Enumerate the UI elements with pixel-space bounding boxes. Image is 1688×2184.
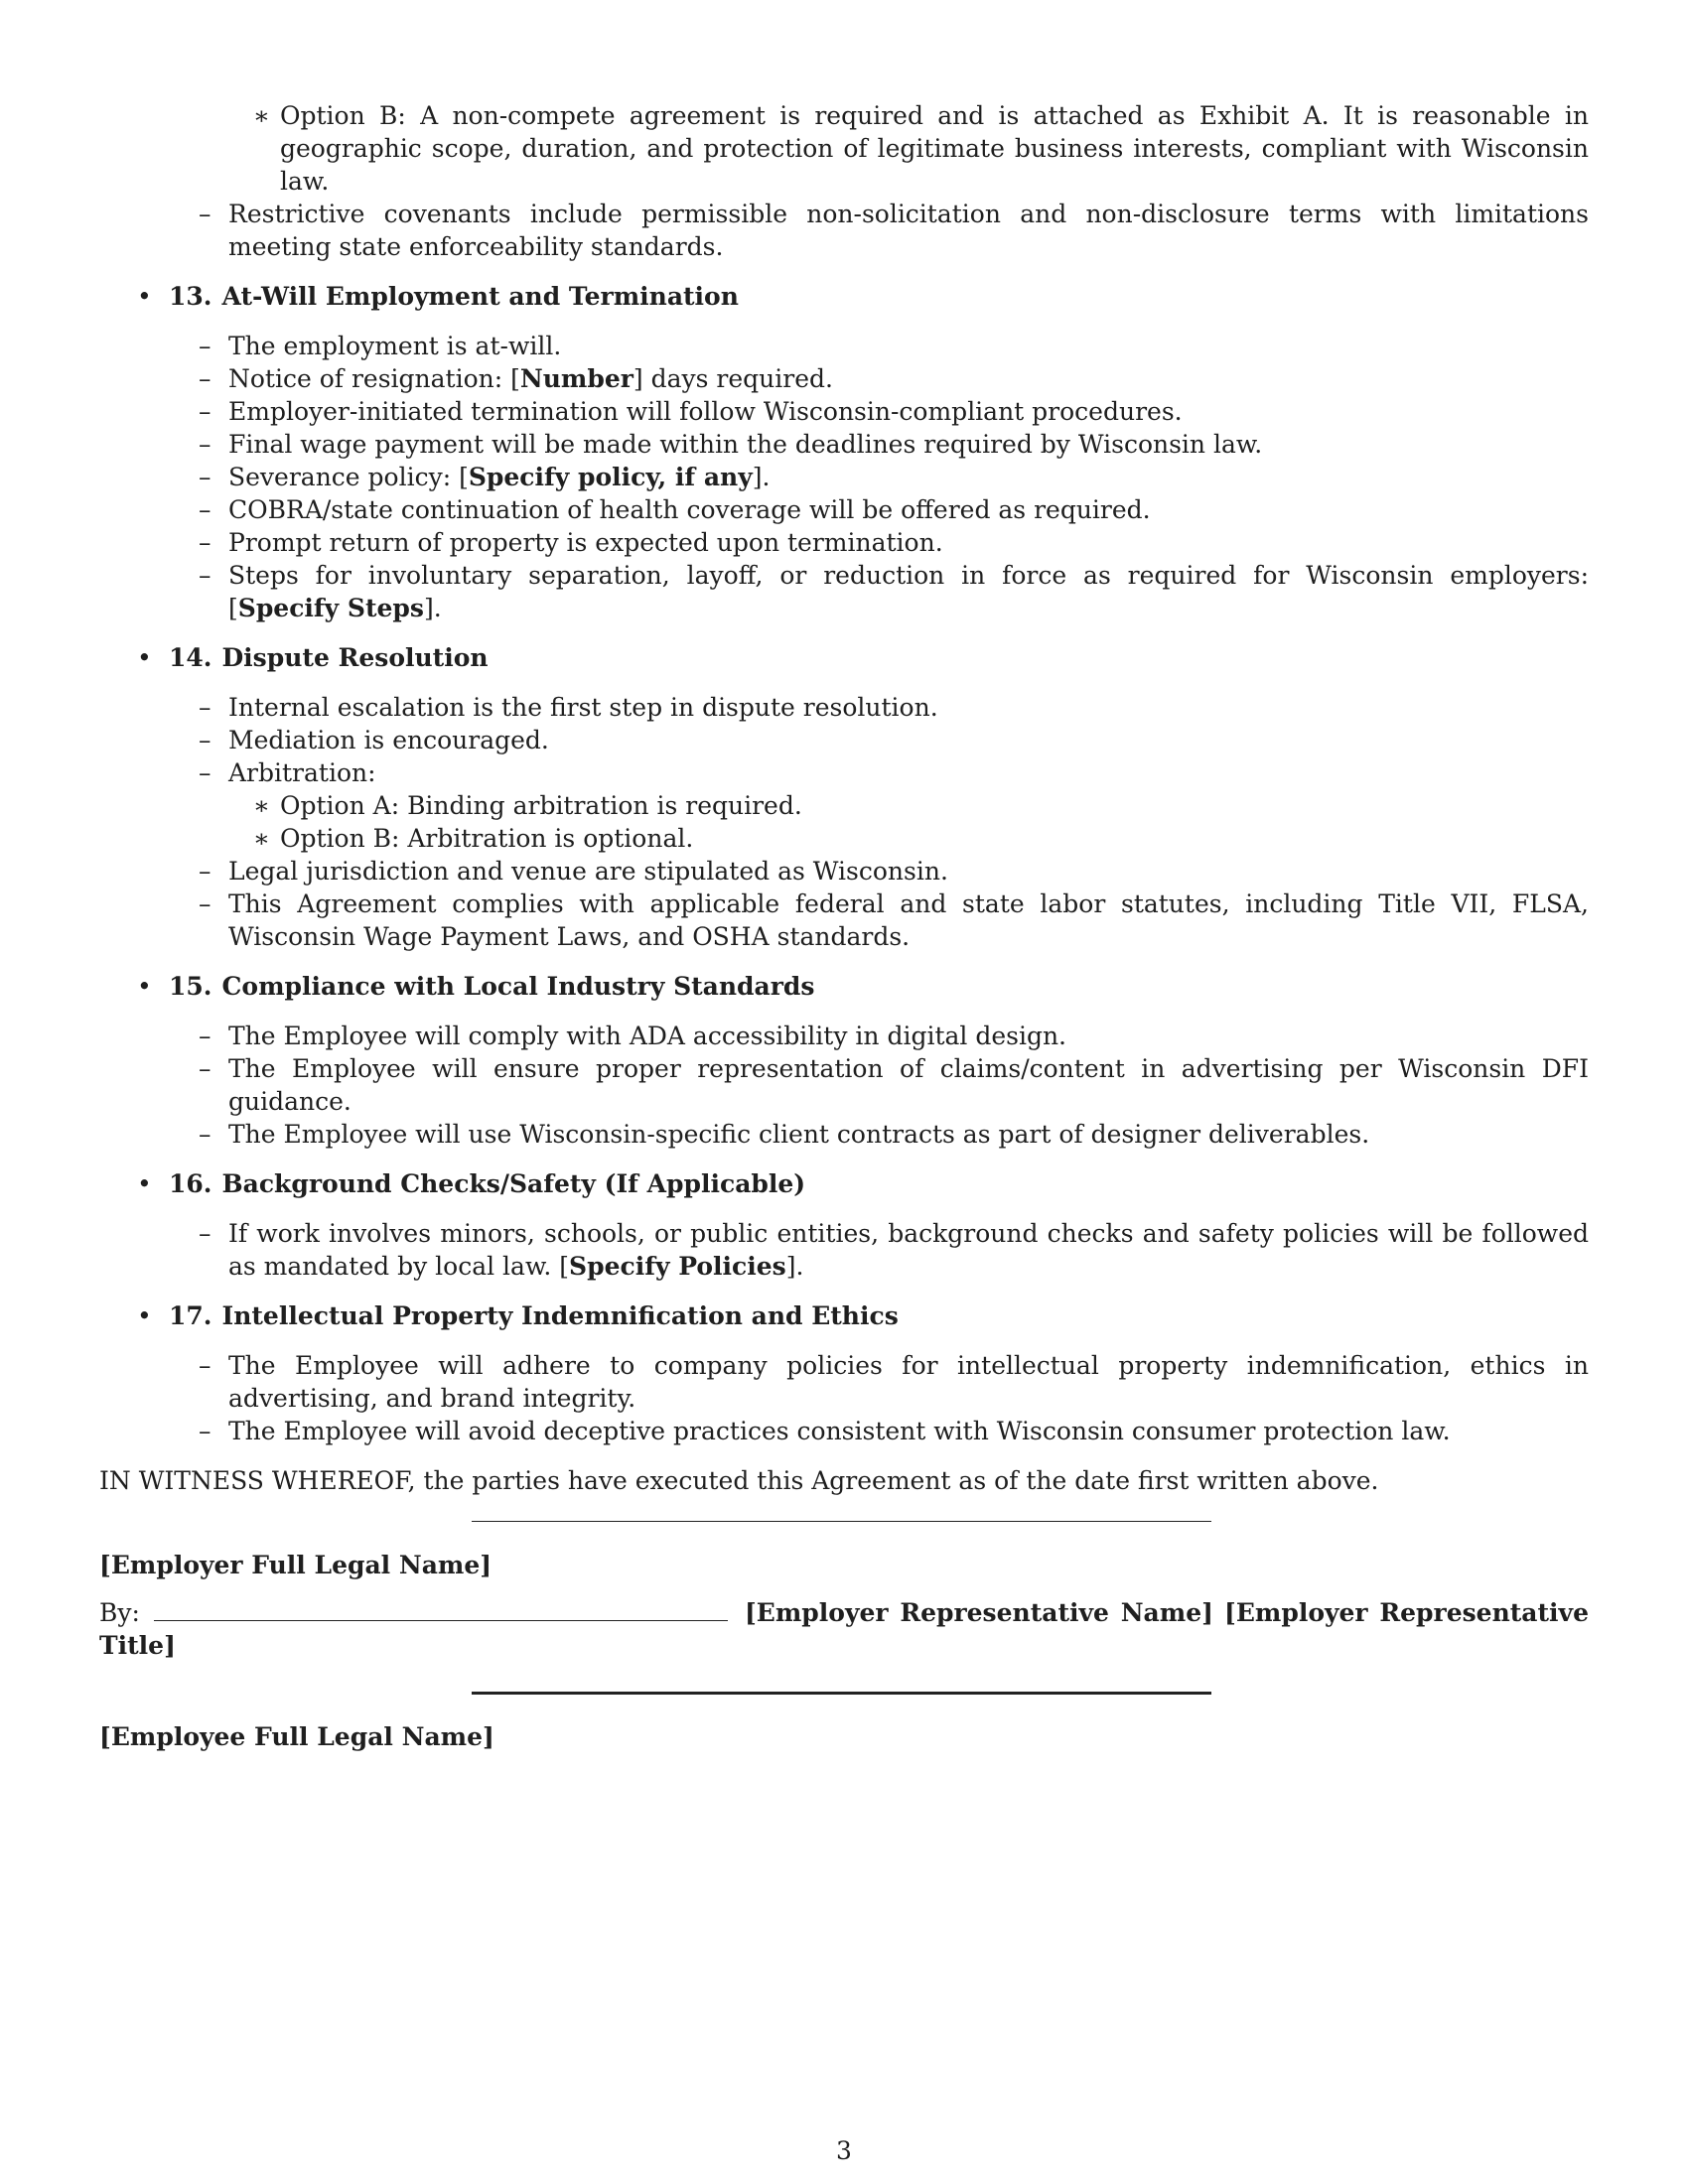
section-14: • 14. Dispute Resolution – Internal escalation is the first step in dispute resolution. – Mediation is encouraged. – Arbitration: ∗ Option A: Binding arbitration is required. ∗ Option B: Arbitration is optional. – Legal jurisdiction and venue are stipulated as Wisconsin. – This Agreement complies with applicable federal and state labor statutes, including Title VII, FLSA, Wisconsin Wage Payment Laws, and OSHA standards. [99,641,1589,953]
list-item: – The Employee will ensure proper representation of claims/content in advertising per Wisconsin DFI guidance. [199,1054,1589,1116]
list-item: – Legal jurisdiction and venue are stipulated as Wisconsin. [199,857,948,886]
section-title: 15. Compliance with Local Industry Standards [169,972,815,1001]
document-page [99,99,1589,1753]
list-item: – Internal escalation is the first step in dispute resolution. [199,693,938,722]
employer-name: [Employer Full Legal Name] [99,1551,492,1579]
list-item: – This Agreement complies with applicable federal and state labor statutes, including Title VII, FLSA, Wisconsin Wage Payment Laws, and OSHA standards. [199,889,1589,951]
list-item: – The Employee will avoid deceptive practices consistent with Wisconsin consumer protection law. [199,1417,1451,1445]
section-13: • 13. At-Will Employment and Termination – The employment is at-will. – Notice of resignation: [Number] days required. – Employer-initiated termination will follow Wisconsin-compliant procedures. – Final wage payment will be made within the deadlines required by Wisconsin law. – Severance policy: [Specify policy, if any]. – COBRA/state continuation of health coverage will be offered as required. – Prompt return of property is expected upon termination. – Steps for involuntary separation, layoff, or reduction in force as required for Wisconsin employers: [Specify Steps]. [137,282,1589,622]
list-item: – Severance policy: [Specify policy, if any]. [199,463,771,491]
section-title: 17. Intellectual Property Indemnification and Ethics [169,1301,899,1330]
list-item: – The employment is at-will. [199,332,562,360]
list-item: – COBRA/state continuation of health coverage will be offered as required. [199,495,1151,524]
section-17: • 17. Intellectual Property Indemnification and Ethics – The Employee will adhere to company policies for intellectual property indemnification, ethics in advertising, and brand integrity. – The Employee will avoid deceptive practices consistent with Wisconsin consumer protection law. [137,1301,1589,1445]
list-item: – The Employee will comply with ADA accessibility in digital design. [199,1022,1067,1050]
witness-clause: IN WITNESS WHEREOF, the parties have executed this Agreement as of the date first written above. [99,1466,1379,1495]
list-item: ∗ Option B: A non-compete agreement is required and is attached as Exhibit A. It is reasonable in geographic scope, duration, and protection of legitimate business interests, compliant with Wisconsin law. [253,99,1589,198]
list-item: – The Employee will adhere to company policies for intellectual property indemnification, ethics in advertising, and brand integrity. [199,1351,1589,1413]
list-item: – The Employee will use Wisconsin-specific client contracts as part of designer deliverables. [199,1120,1370,1149]
list-item: – Mediation is encouraged. [199,726,549,754]
list-item: – Arbitration: ∗ Option A: Binding arbitration is required. ∗ Option B: Arbitration is optional. [199,756,1589,855]
by-line: By: [Employer Representative Name] [Employer Representative Title] [99,1598,1589,1660]
section-16: • 16. Background Checks/Safety (If Applicable) – If work involves minors, schools, or public entities, background checks and safety policies will be followed as mandated by local law. [Specify Policies]. [137,1169,1589,1281]
page-number: 3 [836,2136,852,2165]
list-item: – Restrictive covenants include permissible non-solicitation and non-disclosure terms with limitations meeting state enforceability standards. [199,200,1589,261]
list-item: – Final wage payment will be made within the deadlines required by Wisconsin law. [199,430,1263,459]
list-item: – Steps for involuntary separation, layoff, or reduction in force as required for Wisconsin employers: [Specify Steps]. [199,561,1589,622]
list-item: – Notice of resignation: [Number] days required. [199,364,833,393]
list-item: – Employer-initiated termination will follow Wisconsin-compliant procedures. [199,397,1183,426]
option-list [253,99,1589,198]
section-title: 16. Background Checks/Safety (If Applicable) [169,1169,806,1198]
employee-name: [Employee Full Legal Name] [99,1722,494,1751]
covenant-list [199,198,1589,263]
section-15: • 15. Compliance with Local Industry Standards – The Employee will comply with ADA accessibility in digital design. – The Employee will ensure proper representation of claims/content in advertising per Wisconsin DFI guidance. – The Employee will use Wisconsin-specific client contracts as part of designer deliverables. [137,972,1589,1149]
representative-signature-line [154,1600,728,1621]
list-item: ∗ Option A: Binding arbitration is required. [253,789,1589,822]
section-title: 13. At-Will Employment and Termination [169,282,739,311]
list-item: – If work involves minors, schools, or public entities, background checks and safety policies will be followed as mandated by local law. [Specify Policies]. [199,1219,1589,1281]
list-item: ∗ Option B: Arbitration is optional. [253,822,1589,855]
list-item: – Prompt return of property is expected upon termination. [199,528,943,557]
section-title: 14. Dispute Resolution [169,643,489,672]
